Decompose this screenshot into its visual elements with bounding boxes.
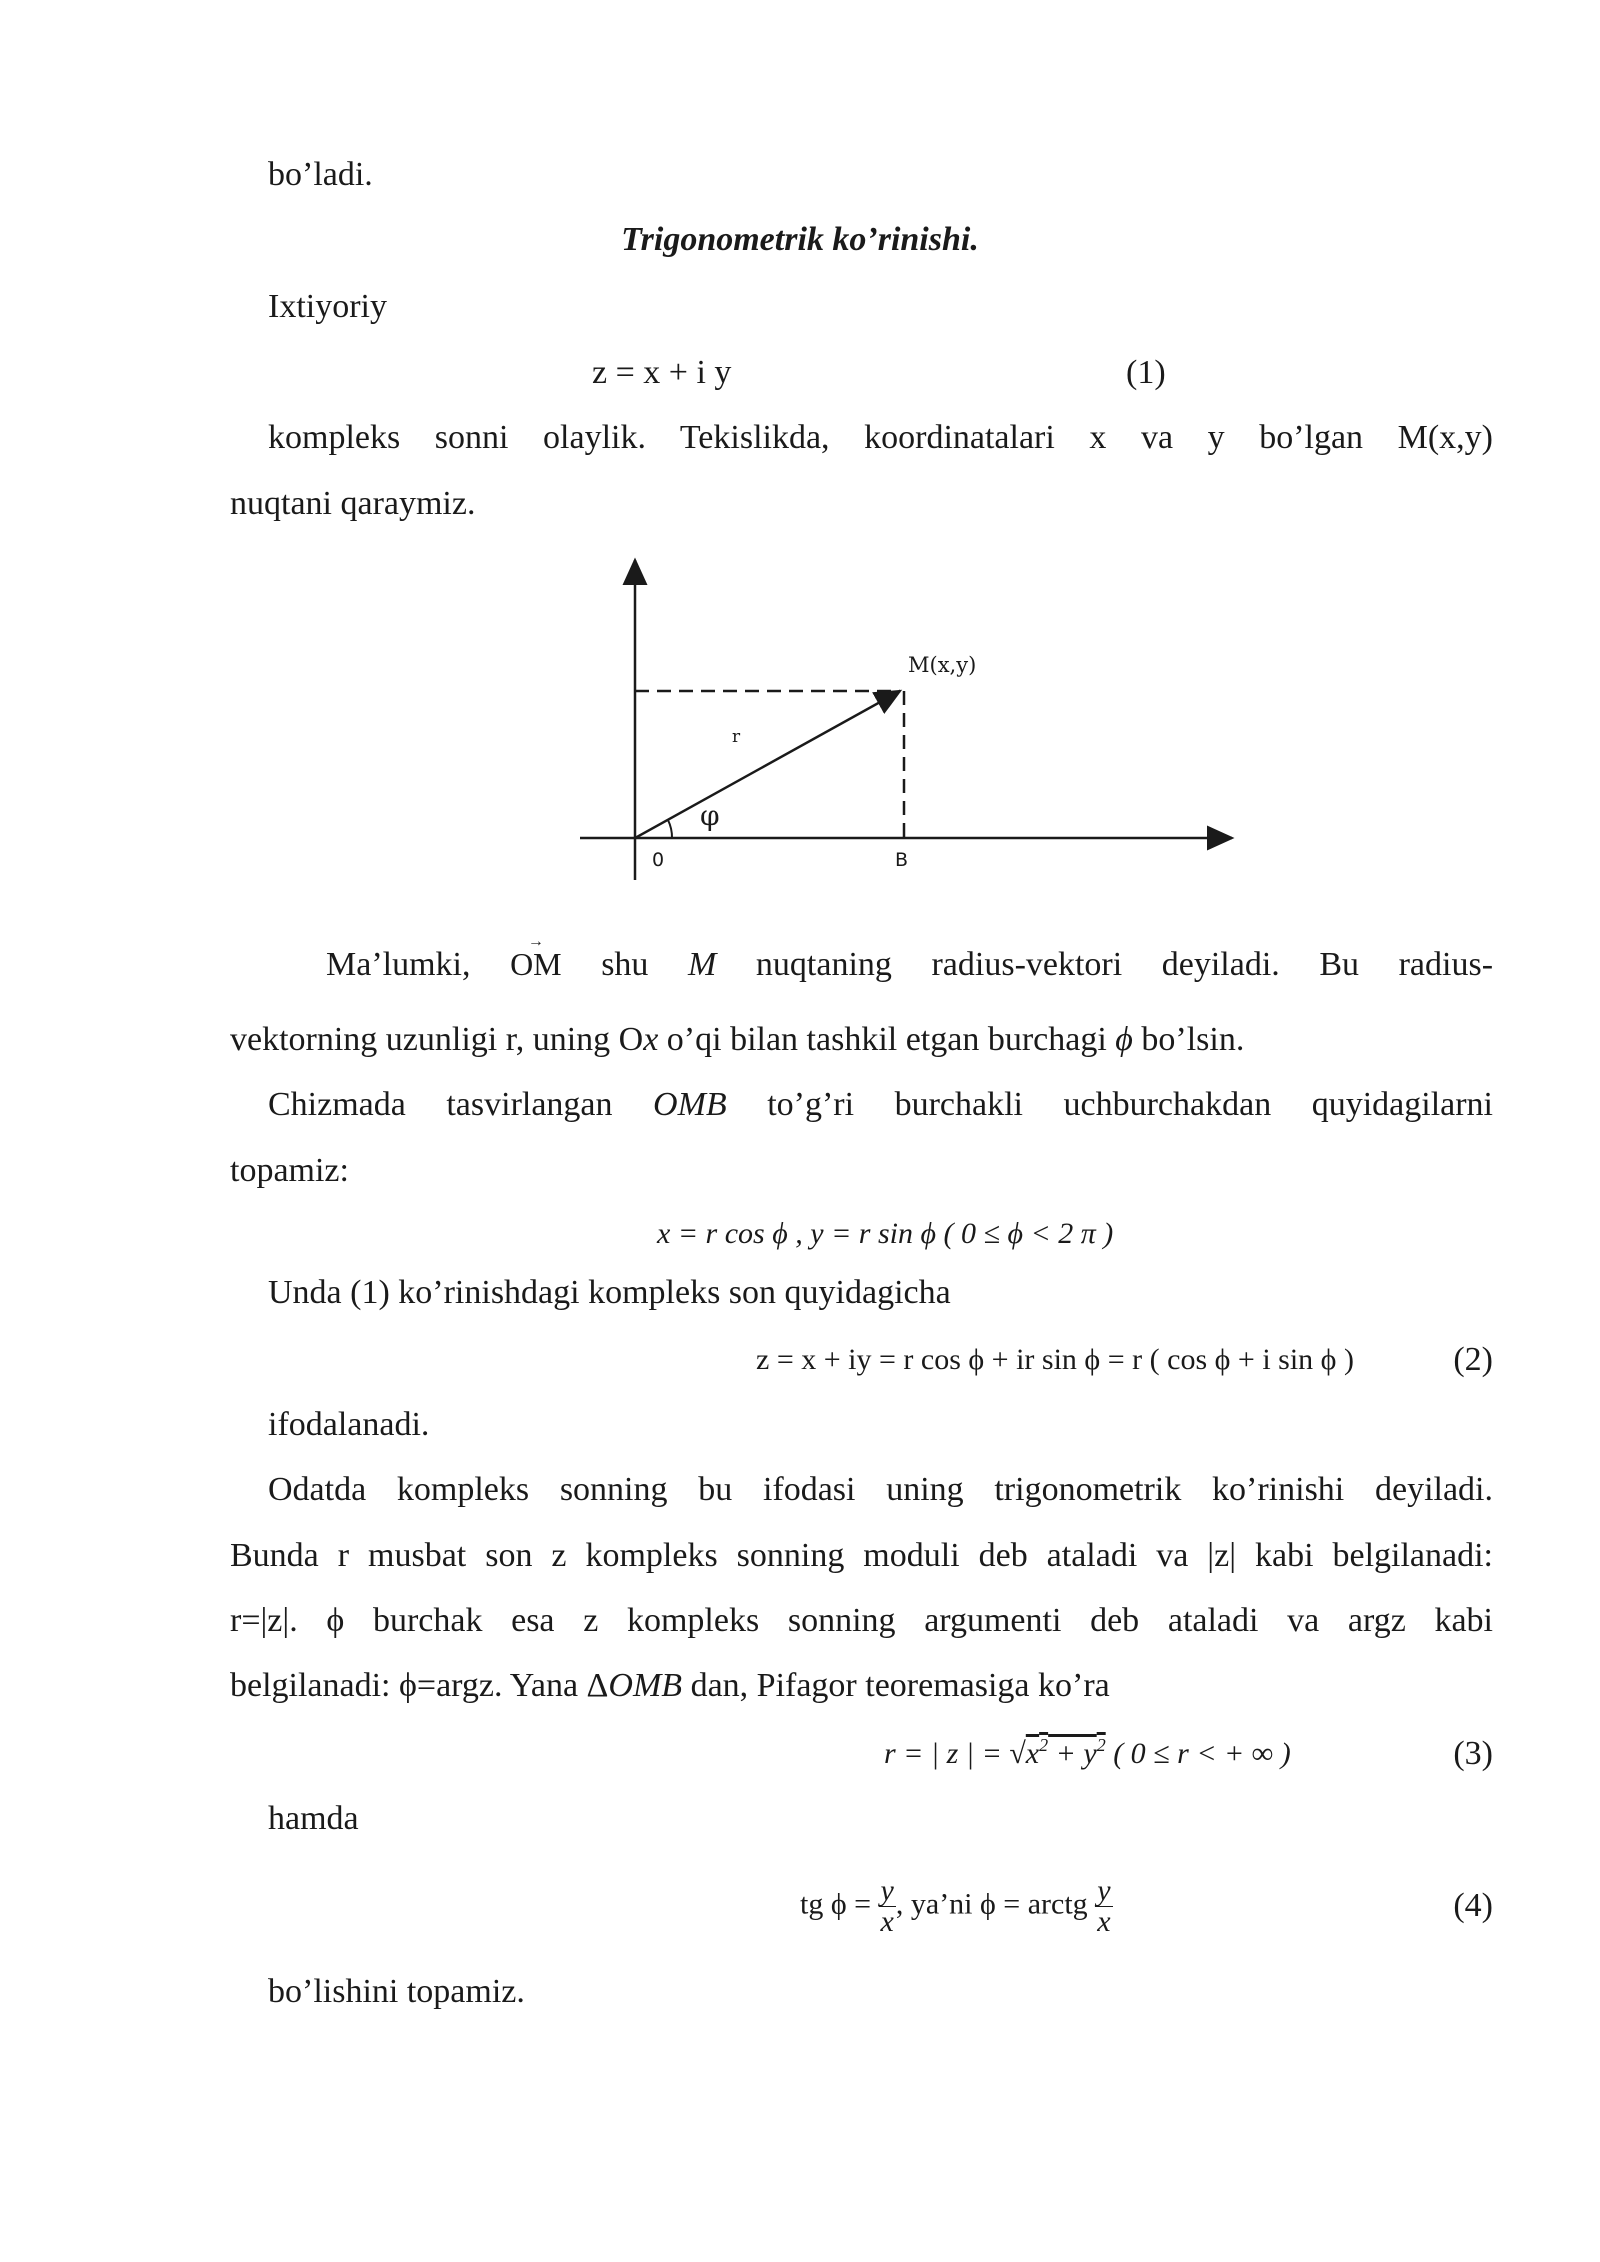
text-line: hamda <box>268 1800 359 1837</box>
angle-arc <box>668 820 672 838</box>
equation-number: (4) <box>1453 1887 1493 1924</box>
equation-4: tg ϕ = $\frac{y}{x}$ , ya’ni ϕ = arctg $\frac{y}{x}$ <box>800 1874 1111 1938</box>
text-line: bo’ladi. <box>268 156 373 193</box>
label-b: B <box>895 849 909 871</box>
text-line: Unda (1) ko’rinishdagi kompleks son quyidagicha <box>268 1274 951 1311</box>
label-m: M(x,y) <box>908 653 977 677</box>
text-line: r=|z|. ϕ burchak esa z kompleks sonning argumenti deb ataladi va argz kabi <box>230 1602 1493 1639</box>
text-line: Ma’lumki, → OM shu M nuqtaning radius-vektori deyiladi. Bu radius- <box>326 944 1493 985</box>
text-line: Odatda kompleks sonning bu ifodasi uning trigonometrik ko’rinishi deyiladi. <box>268 1471 1493 1508</box>
label-r: r <box>732 727 741 747</box>
equation-1: z = x + i y <box>592 354 732 391</box>
text-line: Ixtiyoriy <box>268 288 387 325</box>
equation-3: r = | z | = $√x^2 + y^2$ ( 0 ≤ r < + ∞ ) <box>884 1735 1291 1770</box>
equation-number: (1) <box>1126 354 1166 391</box>
text-line: topamiz: <box>230 1152 349 1189</box>
coordinate-diagram <box>560 548 1250 888</box>
fraction: $\frac{y}{x}$ <box>1097 1874 1111 1938</box>
text-line: ifodalanadi. <box>268 1406 430 1443</box>
text-line: bo’lishini topamiz. <box>268 1973 525 2010</box>
section-heading: Trigonometrik ko’rinishi. <box>621 221 979 258</box>
equation-number: (3) <box>1453 1735 1493 1772</box>
text-line: kompleks sonni olaylik. Tekislikda, koordinatalari x va y bo’lgan M(x,y) <box>268 419 1493 456</box>
vector-om: → OM <box>510 944 562 984</box>
text-line: vektorning uzunligi r, uning Ox o’qi bilan tashkil etgan burchagi ϕ bo’lsin. <box>230 1021 1245 1058</box>
text-line: Bunda r musbat son z kompleks sonning moduli deb ataladi va |z| kabi belgilanadi: <box>230 1537 1493 1574</box>
label-origin: 0 <box>652 849 665 871</box>
text-line: belgilanadi: ϕ=argz. Yana ΔOMB dan, Pifagor teoremasiga ko’ra <box>230 1667 1110 1704</box>
radius-vector <box>635 691 900 838</box>
text-line: nuqtani qaraymiz. <box>230 485 476 522</box>
equation-number: (2) <box>1453 1341 1493 1378</box>
fraction: $\frac{y}{x}$ <box>880 1874 894 1938</box>
equation-xy: x = r cos ϕ , y = r sin ϕ ( 0 ≤ ϕ < 2 π ) <box>657 1217 1114 1250</box>
label-phi: φ <box>700 799 720 832</box>
equation-2: z = x + iy = r cos ϕ + ir sin ϕ = r ( cos ϕ + i sin ϕ ) <box>756 1343 1354 1376</box>
text-line: Chizmada tasvirlangan OMB to’g’ri burchakli uchburchakdan quyidagilarni <box>268 1086 1493 1123</box>
